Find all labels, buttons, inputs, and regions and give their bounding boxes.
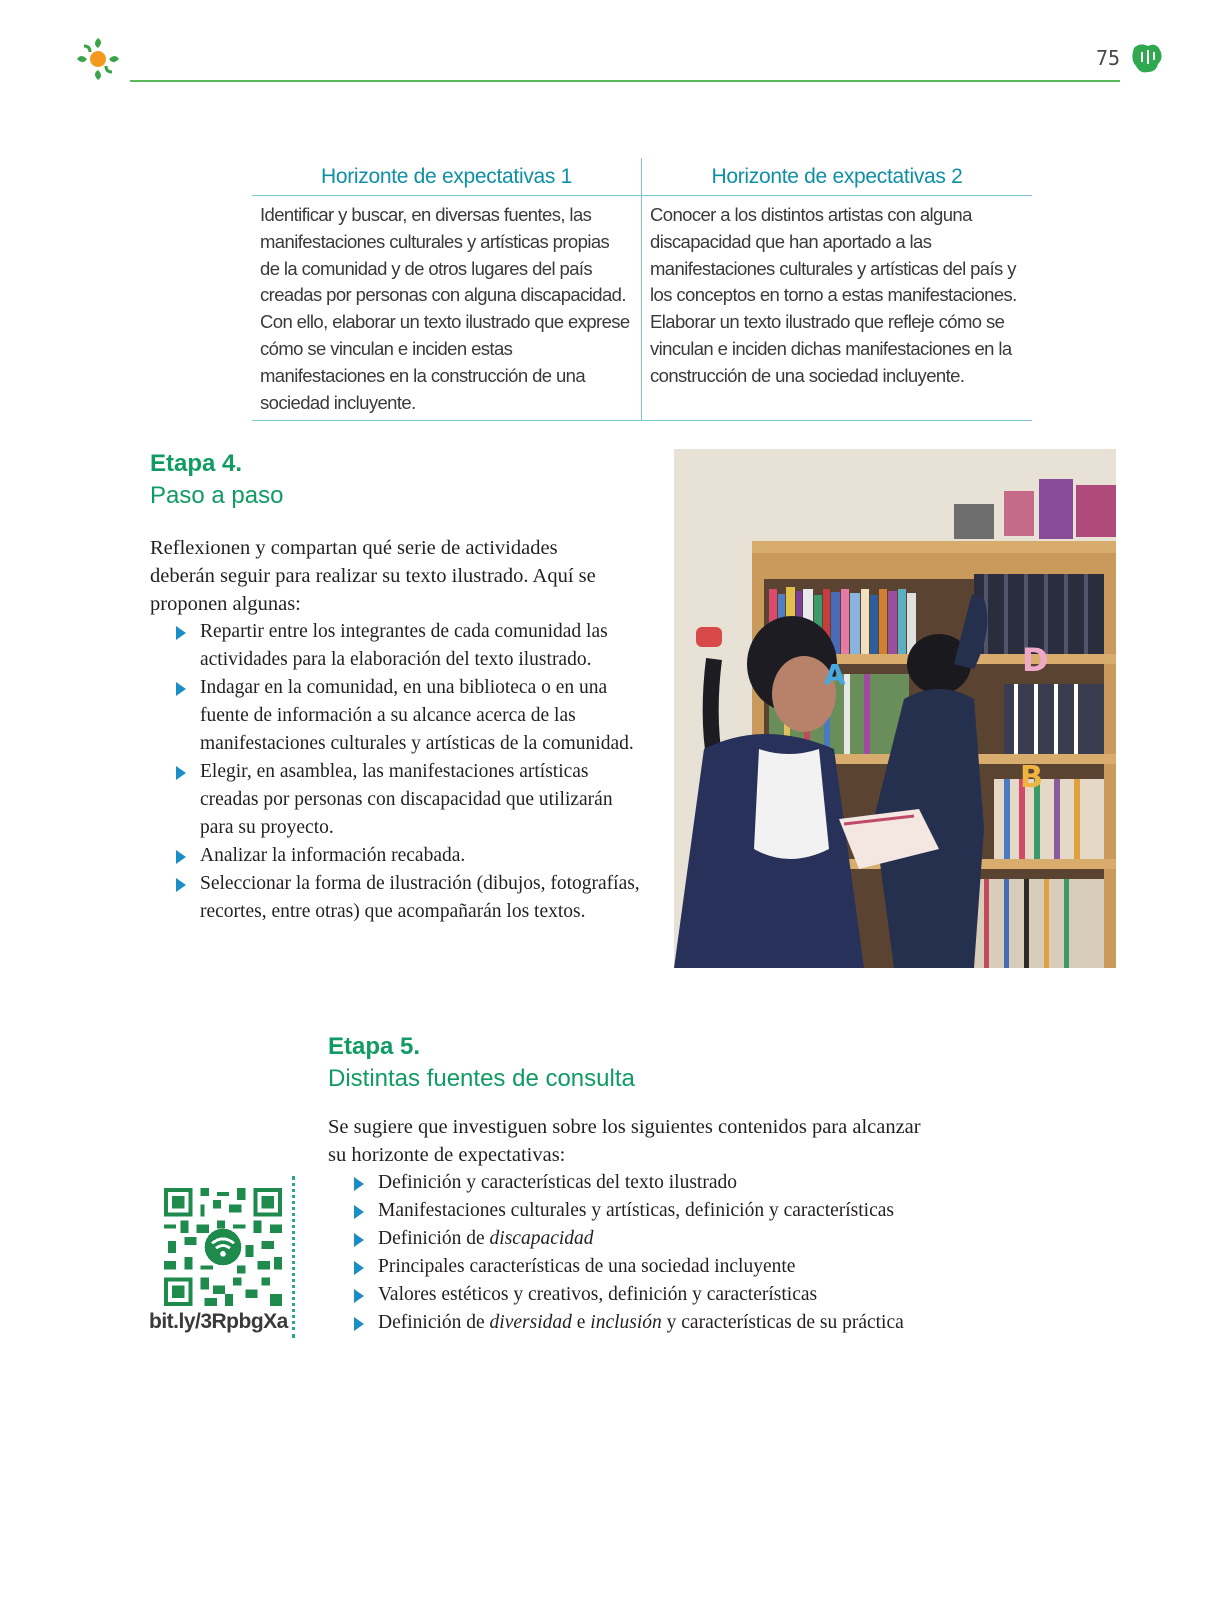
book-logo-icon <box>72 34 124 84</box>
list-item-text: Manifestaciones culturales y artísticas, definición y características <box>378 1200 894 1221</box>
stage-5-section <box>328 1033 968 1337</box>
list-item-text: Principales características de una sociedad incluyente <box>378 1256 796 1277</box>
header-rule <box>130 80 1120 82</box>
stage-4-subtitle: Paso a paso <box>150 482 284 509</box>
bullet-triangle-icon <box>176 682 186 696</box>
shelf-letter: B <box>1020 760 1043 795</box>
qr-code[interactable] <box>164 1188 282 1306</box>
bullet-triangle-icon <box>354 1177 364 1191</box>
bullet-triangle-icon <box>354 1233 364 1247</box>
stage-5-subtitle: Distintas fuentes de consulta <box>328 1065 635 1092</box>
stage-5-list <box>378 1169 978 1337</box>
list-item <box>200 618 645 674</box>
list-item-text: y características de su práctica <box>661 1312 904 1333</box>
qr-divider <box>292 1176 295 1338</box>
list-item <box>200 870 645 926</box>
stage-5-title: Etapa 5. <box>328 1033 421 1060</box>
library-photo <box>674 449 1116 968</box>
qr-link[interactable]: bit.ly/3RpbgXa <box>149 1310 288 1333</box>
table-header-row <box>252 158 1032 196</box>
list-item-text: Indagar en la comunidad, en una biblioteca o en una fuente de información a su alcance acerca de las manifestaciones culturales y artísticas de la comunidad. <box>200 677 634 754</box>
bullet-triangle-icon <box>176 626 186 640</box>
bullet-triangle-icon <box>354 1317 364 1331</box>
stage-4-list <box>200 618 645 926</box>
list-item-emphasis: discapacidad <box>489 1228 594 1249</box>
list-item <box>378 1253 978 1281</box>
shelf-letter: A <box>824 658 846 691</box>
list-item-text: Definición y características del texto ilustrado <box>378 1172 737 1193</box>
list-item <box>200 758 645 842</box>
table-header-2: Horizonte de expectativas 2 <box>711 165 963 188</box>
table-row <box>252 196 1032 421</box>
list-item <box>378 1169 978 1197</box>
bullet-triangle-icon <box>354 1261 364 1275</box>
list-item-emphasis: diversidad <box>489 1312 572 1333</box>
list-item <box>378 1281 978 1309</box>
list-item-emphasis: inclusión <box>590 1312 662 1333</box>
list-item-text: Repartir entre los integrantes de cada comunidad las actividades para la elaboración del texto ilustrado. <box>200 621 608 670</box>
table-header-1: Horizonte de expectativas 1 <box>252 158 642 195</box>
list-item <box>200 674 645 758</box>
list-item-text: Definición de <box>378 1312 490 1333</box>
expectations-table <box>252 158 1032 421</box>
stage-5-intro: Se sugiere que investiguen sobre los siguientes contenidos para alcanzar su horizonte de expectativas: <box>328 1116 921 1166</box>
stage-4-intro: Reflexionen y compartan qué serie de actividades deberán seguir para realizar su texto ilustrado. Aquí se proponen algunas: <box>150 537 596 615</box>
list-item-text: Valores estéticos y creativos, definición y características <box>378 1284 818 1305</box>
list-item <box>378 1197 978 1225</box>
bullet-triangle-icon <box>354 1205 364 1219</box>
list-item <box>378 1309 978 1337</box>
list-item <box>378 1225 978 1253</box>
list-item-text: Elegir, en asamblea, las manifestaciones artísticas creadas por personas con discapacidad que utilizarán para su proyecto. <box>200 761 613 838</box>
table-cell-2: Conocer a los distintos artistas con alguna discapacidad que han aportado a las manifestaciones culturales y artísticas del país y los conceptos en torno a estas manifestaciones. Elaborar un texto ilustrado que refleje cómo se vinculan e inciden dichas manifestaciones en la construcción de una sociedad incluyente. <box>650 204 1017 386</box>
green-stamp-icon <box>1130 40 1164 74</box>
list-item-text: Analizar la información recabada. <box>200 845 466 866</box>
list-item-text: Definición de <box>378 1228 490 1249</box>
list-item-text: e <box>571 1312 591 1333</box>
shelf-letter: D <box>1022 641 1049 679</box>
page-number: 75 <box>1096 46 1121 70</box>
bullet-triangle-icon <box>176 878 186 892</box>
bullet-triangle-icon <box>176 850 186 864</box>
bullet-triangle-icon <box>176 766 186 780</box>
list-item <box>200 842 645 870</box>
bullet-triangle-icon <box>354 1289 364 1303</box>
stage-4-title: Etapa 4. <box>150 450 243 477</box>
stage-4-section <box>150 450 650 926</box>
table-cell-1: Identificar y buscar, en diversas fuentes, las manifestaciones culturales y artísticas propias de la comunidad y de otros lugares del país creadas por personas con alguna discapacidad. Con ello, elaborar un texto ilustrado que exprese cómo se vinculan e inciden estas manifestaciones en la construcción de una sociedad incluyente. <box>252 196 642 420</box>
list-item-text: Seleccionar la forma de ilustración (dibujos, fotografías, recortes, entre otras) que acompañarán los textos. <box>200 873 640 922</box>
